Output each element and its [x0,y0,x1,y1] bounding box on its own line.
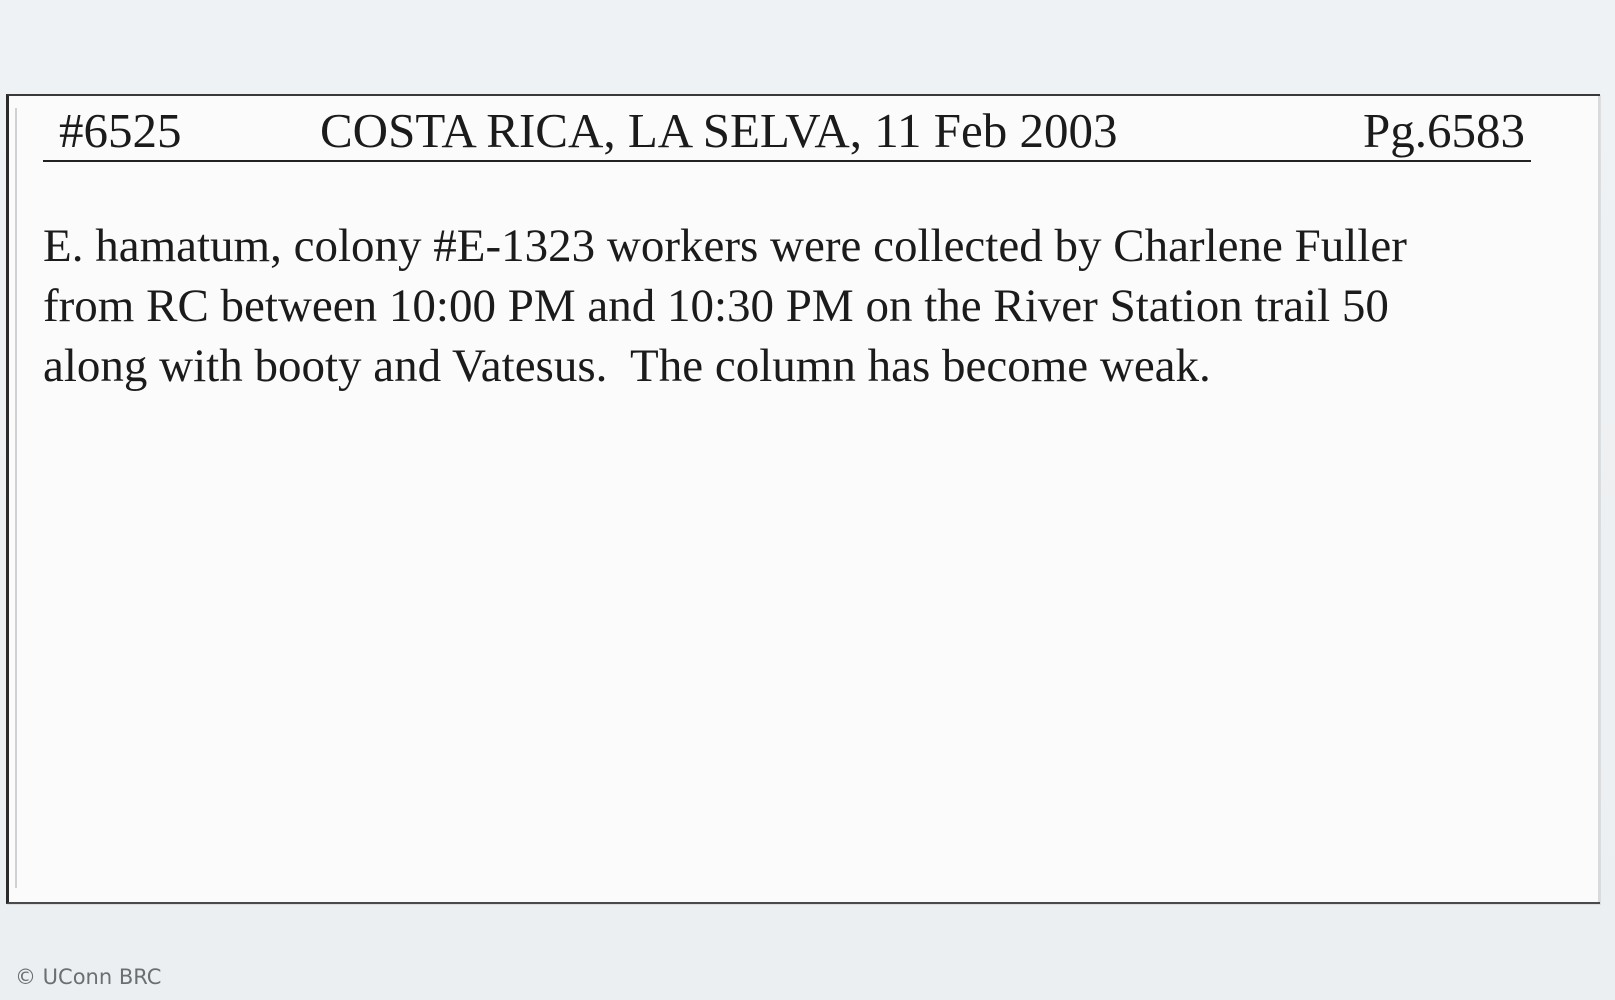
field-note-card [6,94,1600,904]
body-line: along with booty and Vatesus. The column has become weak. [43,340,1211,392]
copyright-credit: © UConn BRC [15,965,162,989]
body-line: E. hamatum, colony #E-1323 workers were collected by Charlene Fuller [43,220,1407,272]
location-date: COSTA RICA, LA SELVA, 11 Feb 2003 [320,103,1118,158]
card-edge-shadow [15,108,17,888]
record-id: #6525 [59,103,182,158]
card-right-edge [1598,96,1600,902]
body-line: from RC between 10:00 PM and 10:30 PM on the River Station trail 50 [43,280,1389,332]
card-body [43,216,1583,396]
card-header [43,102,1531,162]
page-number: Pg.6583 [1362,103,1525,158]
